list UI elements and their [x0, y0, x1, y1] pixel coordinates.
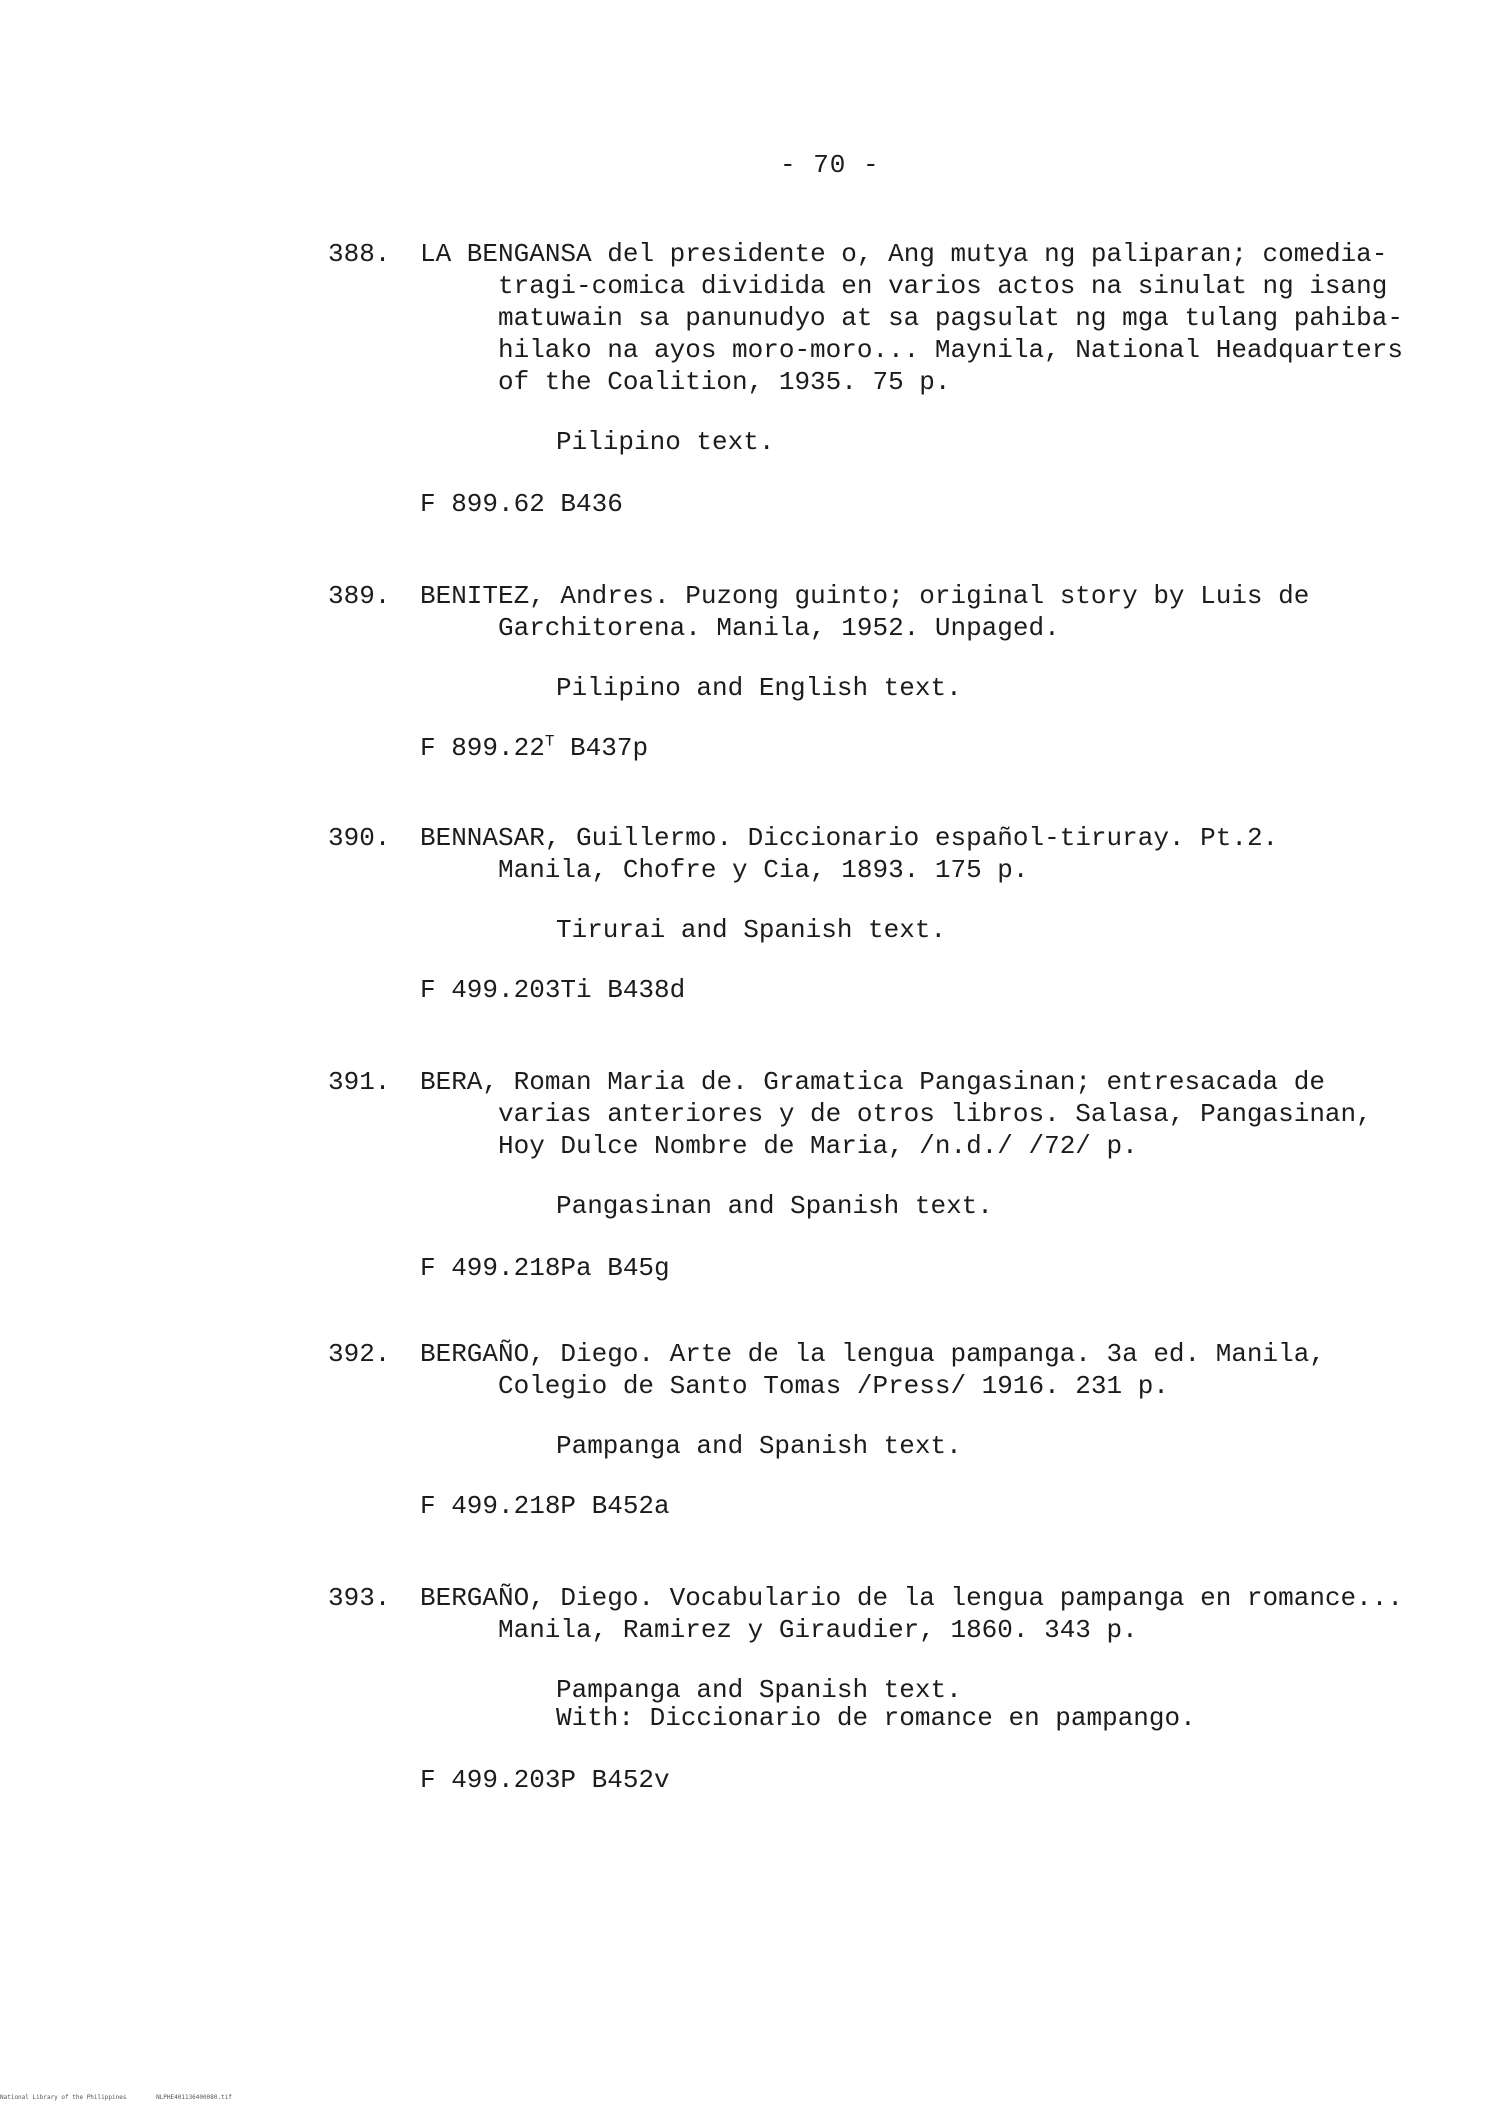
entry-citation [420, 580, 1380, 644]
call-number: F 899.62 B436 [420, 489, 623, 519]
citation-continuation: varias anteriores y de otros libros. Salasa, Pangasinan, [498, 1099, 1372, 1129]
citation-text: , Diego. Vocabulario de la lengua pampanga en romance... [529, 1583, 1403, 1613]
citation-continuation: tragi-comica dividida en varios actos na sinulat ng isang [498, 271, 1388, 301]
citation-text: , Diego. Arte de la lengua pampanga. 3a ed. Manila, [529, 1339, 1325, 1369]
citation-first-line [420, 1066, 1380, 1098]
entry-note: Pampanga and Spanish text. [556, 1431, 962, 1461]
call-number-suffix: B437p [554, 733, 649, 763]
citation-first-line [420, 822, 1380, 854]
citation-first-line [420, 580, 1380, 612]
citation-first-line [420, 1338, 1380, 1370]
entry-note: Pampanga and Spanish text. [556, 1675, 962, 1705]
entry-number: 388. [328, 239, 391, 269]
entry-citation [420, 238, 1403, 398]
entry-note: Pilipino and English text. [556, 673, 962, 703]
entry-citation [420, 1582, 1403, 1646]
entry-number: 393. [328, 1583, 391, 1613]
citation-text: , Roman Maria de. Gramatica Pangasinan; entresacada de [482, 1067, 1325, 1097]
citation-continuation: Hoy Dulce Nombre de Maria, /n.d./ /72/ p. [498, 1131, 1138, 1161]
entry-note: With: Diccionario de romance en pampango. [556, 1703, 1196, 1733]
entry-note: Tirurai and Spanish text. [556, 915, 947, 945]
entry-citation [420, 1066, 1380, 1162]
entry-heading: BENITEZ [420, 581, 530, 611]
citation-text: , Andres. Puzong guinto; original story by Luis de [529, 581, 1310, 611]
citation-first-line [420, 1582, 1403, 1614]
citation-text: , Guillermo. Diccionario español-tiruray. Pt.2. [544, 823, 1279, 853]
citation-first-line [420, 238, 1388, 270]
call-number: F 499.203Ti B438d [420, 975, 686, 1005]
call-number-superscript: T [544, 732, 555, 751]
citation-continuation: hilako na ayos moro-moro... Maynila, National Headquarters [498, 335, 1403, 365]
entry-heading: BERGAÑO [420, 1339, 530, 1369]
citation-continuation: matuwain sa panunudyo at sa pagsulat ng mga tulang pahiba- [498, 303, 1403, 333]
entry-heading: BERA [420, 1067, 483, 1097]
entry-note: Pangasinan and Spanish text. [556, 1191, 993, 1221]
entry-number: 390. [328, 823, 391, 853]
citation-continuation: Colegio de Santo Tomas /Press/ 1916. 231 p. [498, 1371, 1169, 1401]
citation-continuation: Manila, Ramirez y Giraudier, 1860. 343 p. [498, 1615, 1138, 1645]
call-number: F 499.203P B452v [420, 1765, 670, 1795]
page-number: - 70 - [780, 150, 880, 180]
entry-note: Pilipino text. [556, 427, 775, 457]
citation-continuation: of the Coalition, 1935. 75 p. [498, 367, 951, 397]
call-number: F 499.218Pa B45g [420, 1253, 670, 1283]
entry-number: 391. [328, 1067, 391, 1097]
entry-number: 389. [328, 581, 391, 611]
footer-filename: NLPHE401136400080.tif [156, 2094, 232, 2101]
call-number [420, 732, 648, 764]
entry-heading: BERGAÑO [420, 1583, 530, 1613]
footer-source: National Library of the Philippines [0, 2094, 127, 2101]
citation-continuation: Manila, Chofre y Cia, 1893. 175 p. [498, 855, 1029, 885]
entry-number: 392. [328, 1339, 391, 1369]
call-number-main: F 899.22 [420, 733, 545, 763]
entry-citation [420, 1338, 1380, 1402]
call-number: F 499.218P B452a [420, 1491, 670, 1521]
entry-heading: BENNASAR [420, 823, 545, 853]
scan-footer [0, 2094, 258, 2101]
entry-citation [420, 822, 1380, 886]
citation-continuation: Garchitorena. Manila, 1952. Unpaged. [498, 613, 1060, 643]
citation-text: del presidente o, Ang mutya ng paliparan; comedia- [591, 239, 1388, 269]
entry-heading: LA BENGANSA [420, 239, 592, 269]
